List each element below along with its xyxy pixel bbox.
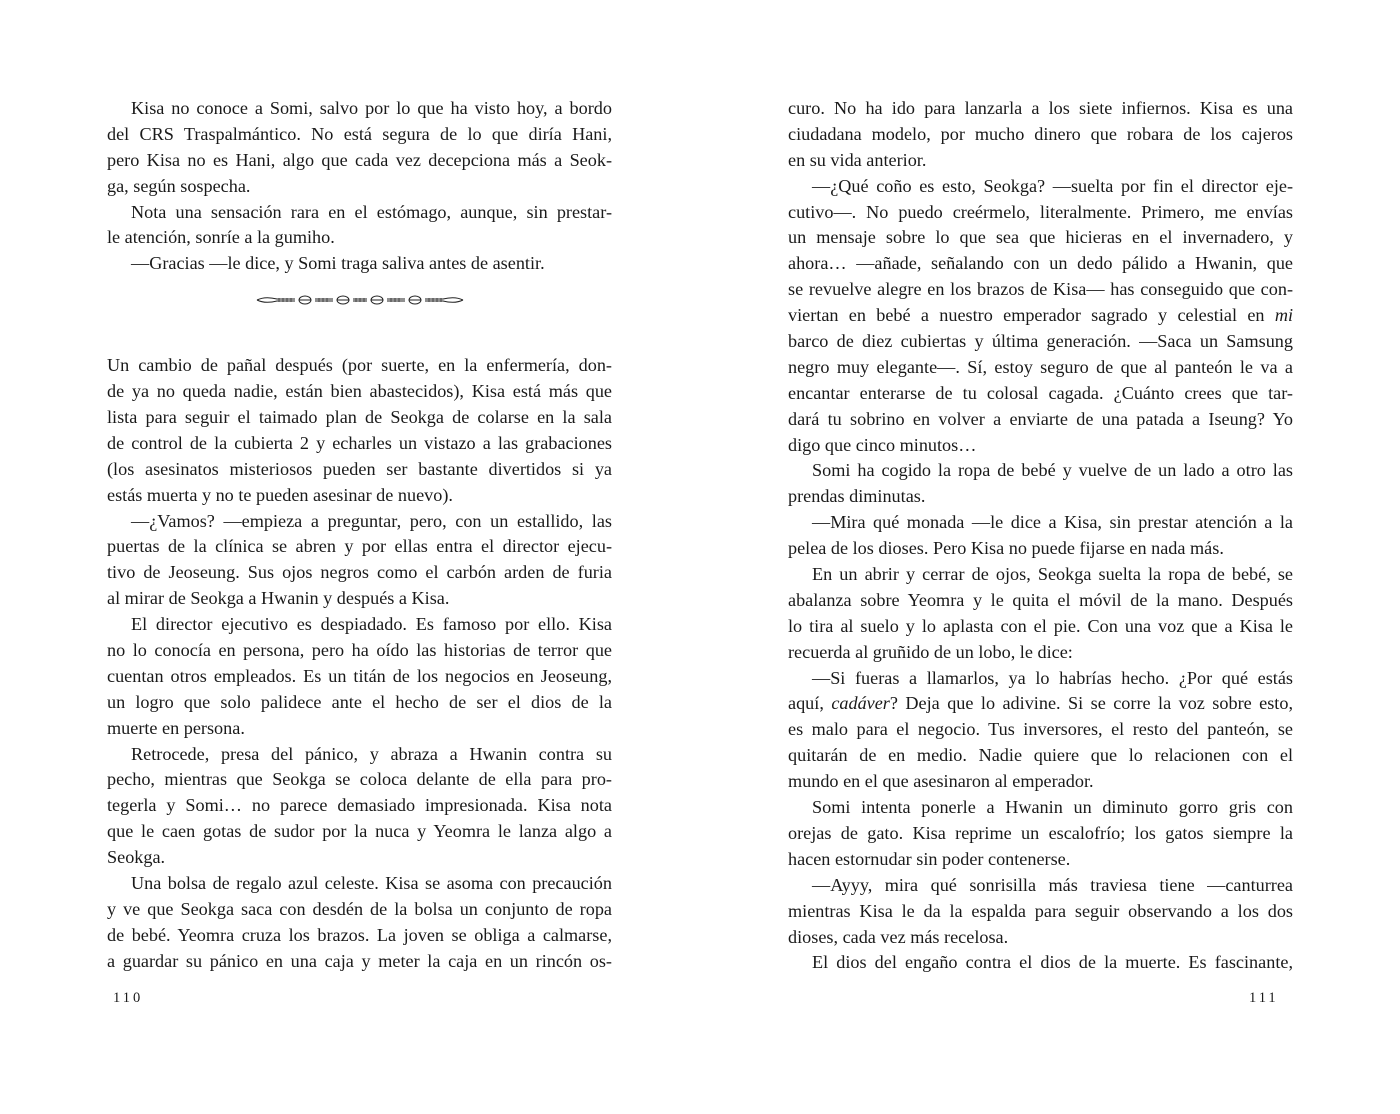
text-line: digo que cinco minutos… — [788, 434, 977, 455]
text-line: lo tira al suelo y lo aplasta con el pie. Con una voz que a Kisa le — [788, 615, 1293, 636]
text-line: de ya no queda nadie, están bien abastecidos), Kisa está más que — [107, 381, 612, 402]
page-number-left: 110 — [113, 990, 144, 1006]
text-line: (los asesinatos misteriosos pueden ser bastante divertidos si ya — [107, 458, 612, 479]
text-line: y ve que Seokga saca con desdén de la bolsa un conjunto de ropa — [107, 898, 612, 919]
text-line: quitarán de en medio. Nadie quiere que lo relacionen con el — [788, 745, 1293, 766]
text-line: estás muerta y no te pueden asesinar de nuevo). — [107, 484, 453, 505]
text-line: hacen estornudar sin poder contenerse. — [788, 848, 1071, 869]
text-line: El dios del engaño contra el dios de la muerte. Es fascinante, — [812, 952, 1293, 973]
text-line: curo. No ha ido para lanzarla a los siete infiernos. Kisa es una — [788, 98, 1293, 118]
text-line: Retrocede, presa del pánico, y abraza a Hwanin contra su — [131, 743, 612, 764]
text-line: —Si fueras a llamarlos, ya lo habrías hecho. ¿Por qué estás — [812, 667, 1293, 688]
text-line: ahora… —añade, señalando con un dedo pálido a Hwanin, que — [788, 253, 1293, 274]
text-line: tegerla y Somi… no parece demasiado impresionada. Kisa nota — [107, 795, 612, 816]
text-line: ciudadana modelo, por mucho dinero que robara de los cajeros — [788, 123, 1293, 144]
left-page — [107, 96, 612, 975]
text-line: lista para seguir el taimado plan de Seokga de colarse en la sala — [107, 407, 612, 428]
text-line: abalanza sobre Yeomra y le quita el móvil de la mano. Después — [788, 589, 1293, 610]
text-line: Un cambio de pañal después (por suerte, en la enfermería, don- — [107, 355, 612, 376]
text-line: Somi ha cogido la ropa de bebé y vuelve de un lado a otro las — [812, 460, 1293, 481]
text-line: —Mira qué monada —le dice a Kisa, sin prestar atención a la — [812, 512, 1293, 533]
text-line: pecho, mientras que Seokga se coloca delante de ella para pro- — [107, 769, 612, 790]
text-line: En un abrir y cerrar de ojos, Seokga suelta la ropa de bebé, se — [812, 564, 1293, 585]
section-divider — [107, 277, 612, 323]
text-line: dará tu sobrino en volver a enviarte de una patada a Iseung? Yo — [788, 408, 1293, 429]
text-line: Nota una sensación rara en el estómago, aunque, sin prestar- — [131, 201, 612, 222]
left-page-top-text — [107, 96, 612, 277]
text-line: mundo en el que asesinaron al emperador. — [788, 771, 1094, 792]
text-line: orejas de gato. Kisa reprime un escalofrío; los gatos siempre la — [788, 822, 1293, 843]
text-line: le atención, sonríe a la gumiho. — [107, 227, 335, 248]
text-line: prendas diminutas. — [788, 486, 926, 507]
text-line: barco de diez cubiertas y última generación. —Saca un Samsung — [788, 331, 1293, 352]
text-line: El director ejecutivo es despiadado. Es famoso por ello. Kisa — [131, 614, 612, 635]
right-page-text — [788, 96, 1293, 976]
text-line: en su vida anterior. — [788, 149, 927, 170]
text-line: de control de la cubierta 2 y echarles un vistazo a las grabaciones — [107, 432, 612, 453]
text-line: de bebé. Yeomra cruza los brazos. La joven se obliga a calmarse, — [107, 924, 612, 945]
text-line: encantar enterarse de tu colosal cagada. ¿Cuánto crees que tar- — [788, 382, 1293, 403]
text-line: Seokga. — [107, 847, 166, 868]
ornament-icon — [255, 294, 465, 306]
text-line: —Ayyy, mira qué sonrisilla más traviesa tiene —canturrea — [812, 874, 1293, 895]
text-line: recuerda al gruñido de un lobo, le dice: — [788, 641, 1073, 662]
text-line: puertas de la clínica se abren y por ellas entra el director ejecu- — [107, 536, 612, 557]
text-line: tivo de Jeoseung. Sus ojos negros como el carbón arden de furia — [107, 562, 612, 583]
text-line: muerte en persona. — [107, 717, 245, 738]
text-line: Kisa no conoce a Somi, salvo por lo que ha visto hoy, a bordo — [131, 98, 612, 118]
text-line: se revuelve alegre en los brazos de Kisa— has conseguido que con- — [788, 279, 1293, 300]
text-line: aquí, cadáver? Deja que lo adivine. Si se corre la voz sobre esto, — [788, 693, 1293, 714]
text-line: ga, según sospecha. — [107, 175, 251, 196]
text-line: a guardar su pánico en una caja y meter la caja en un rincón os- — [107, 950, 612, 971]
text-line: pero Kisa no es Hani, algo que cada vez decepciona más a Seok- — [107, 149, 612, 170]
text-line: —¿Qué coño es esto, Seokga? —suelta por fin el director eje- — [812, 175, 1293, 196]
text-line: cuentan otros empleados. Es un titán de los negocios en Jeoseung, — [107, 665, 612, 686]
text-line: al mirar de Seokga a Hwanin y después a Kisa. — [107, 588, 450, 609]
text-line: —Gracias —le dice, y Somi traga saliva antes de asentir. — [131, 253, 545, 274]
text-line: mientras Kisa le da la espalda para seguir observando a los dos — [788, 900, 1293, 921]
text-line: —¿Vamos? —empieza a preguntar, pero, con un estallido, las — [131, 510, 612, 531]
page-number-right: 111 — [1249, 990, 1279, 1006]
text-line: del CRS Traspalmántico. No está segura de lo que diría Hani, — [107, 123, 612, 144]
text-line: es malo para el negocio. Tus inversores, el resto del panteón, se — [788, 719, 1293, 740]
right-page — [788, 96, 1293, 976]
text-line: que le caen gotas de sudor por la nuca y Yeomra le lanza algo a — [107, 821, 612, 842]
text-line: dioses, cada vez más recelosa. — [788, 926, 1009, 947]
left-page-bottom-text — [107, 353, 612, 974]
text-line: viertan en bebé a nuestro emperador sagrado y celestial en mi — [788, 305, 1293, 326]
text-line: pelea de los dioses. Pero Kisa no puede fijarse en nada más. — [788, 538, 1224, 559]
text-line: un logro que solo palidece ante el hecho de ser el dios de la — [107, 691, 612, 712]
text-line: negro muy elegante—. Sí, estoy seguro de que al panteón le va a — [788, 356, 1293, 377]
text-line: Una bolsa de regalo azul celeste. Kisa se asoma con precaución — [131, 873, 612, 894]
text-line: no lo conocía en persona, pero ha oído las historias de terror que — [107, 640, 612, 661]
text-line: cutivo—. No puedo creérmelo, literalmente. Primero, me envías — [788, 201, 1293, 222]
text-line: Somi intenta ponerle a Hwanin un diminuto gorro gris con — [812, 797, 1293, 818]
text-line: un mensaje sobre lo que sea que hicieras en el invernadero, y — [788, 227, 1293, 248]
